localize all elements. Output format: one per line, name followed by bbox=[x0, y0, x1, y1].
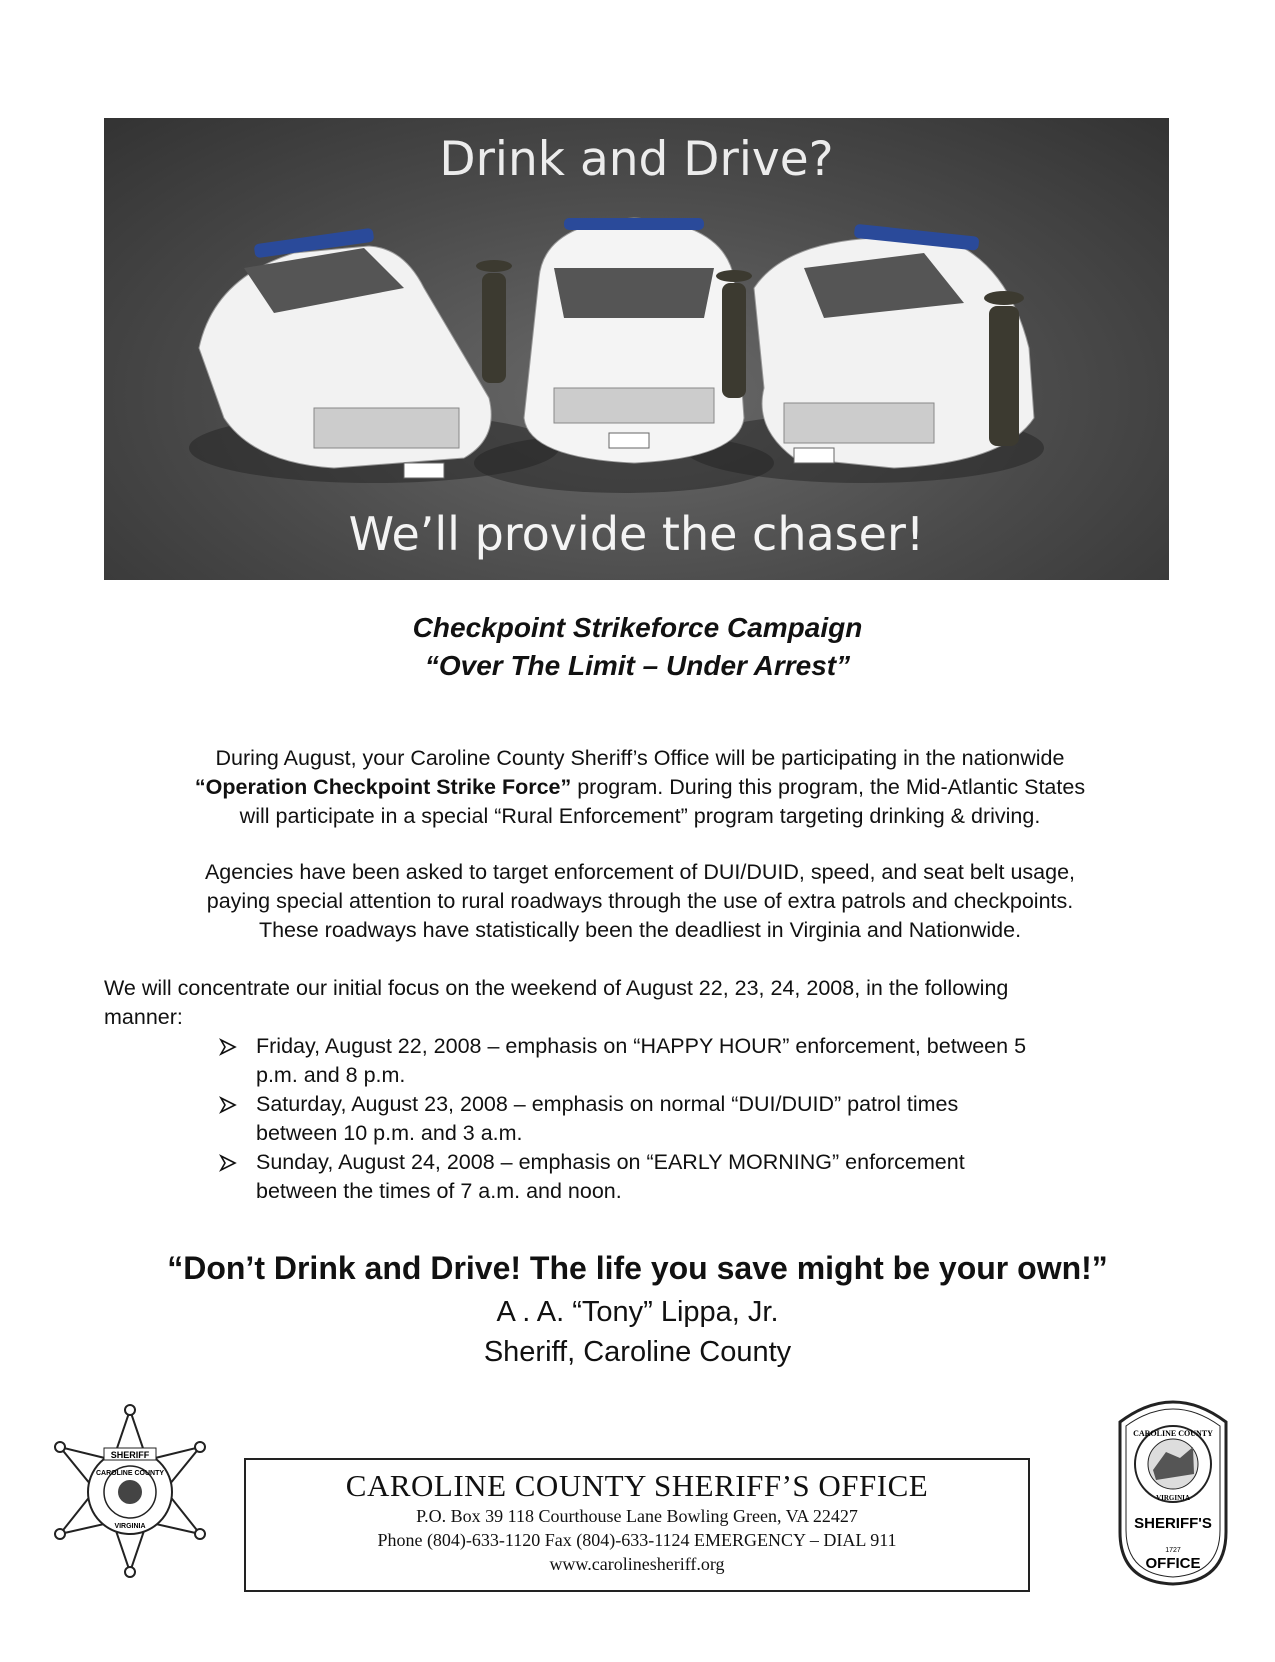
schedule-text: Friday, August 22, 2008 – emphasis on “HAPPY HOUR” enforcement, between 5 bbox=[256, 1034, 1027, 1058]
badge-text: VIRGINIA bbox=[114, 1523, 146, 1530]
hero-headline: Drink and Drive? bbox=[439, 132, 834, 187]
paragraph-line bbox=[110, 773, 1170, 802]
badge-text: OFFICE bbox=[1145, 1555, 1201, 1572]
paragraph-text: program. During this program, the Mid-Atlantic States bbox=[571, 775, 1086, 799]
schedule-text: between the times of 7 a.m. and noon. bbox=[256, 1179, 622, 1203]
schedule-text: p.m. and 8 p.m. bbox=[256, 1063, 406, 1087]
paragraph-line: These roadways have statistically been the deadliest in Virginia and Nationwide. bbox=[258, 918, 1022, 942]
badge-text: 1727 bbox=[1165, 1547, 1181, 1554]
badge-text: VIRGINIA bbox=[1156, 1494, 1190, 1502]
mailing-address: P.O. Box 39 118 Courthouse Lane Bowling Green, VA 22427 bbox=[416, 1506, 858, 1526]
paragraph-line: During August, your Caroline County Sheriff’s Office will be participating in the nationwide bbox=[215, 746, 1065, 770]
sheriff-name: A . A. “Tony” Lippa, Jr. bbox=[496, 1296, 779, 1328]
list-item bbox=[218, 1090, 1168, 1148]
badge-text: CAROLINE COUNTY bbox=[95, 1470, 165, 1477]
badge-text: CAROLINE COUNTY bbox=[1133, 1429, 1213, 1438]
paragraph-line: Agencies have been asked to target enforcement of DUI/DUID, speed, and seat belt usage, bbox=[204, 860, 1076, 884]
hero-photo bbox=[104, 118, 1169, 580]
arrowhead-bullet-icon bbox=[218, 1096, 238, 1114]
paragraph-line: will participate in a special “Rural Enforcement” program targeting drinking & driving. bbox=[239, 804, 1041, 828]
schedule-text: Saturday, August 23, 2008 – emphasis on normal “DUI/DUID” patrol times bbox=[256, 1092, 959, 1116]
patrol-car-middle bbox=[524, 218, 744, 463]
office-name: CAROLINE COUNTY SHERIFF’S OFFICE bbox=[345, 1468, 929, 1503]
campaign-title: Checkpoint Strikeforce Campaign bbox=[412, 612, 863, 643]
intro-line: manner: bbox=[104, 1005, 183, 1029]
campaign-slogan: “Over The Limit – Under Arrest” bbox=[424, 650, 851, 681]
paragraph-line: paying special attention to rural roadways through the use of extra patrols and checkpoints. bbox=[206, 889, 1074, 913]
program-name: “Operation Checkpoint Strike Force” bbox=[194, 775, 572, 799]
website-link[interactable]: www.carolinesheriff.org bbox=[549, 1554, 725, 1574]
sheriffs-office-patch-logo bbox=[1108, 1392, 1238, 1587]
hero-tagline: We’ll provide the chaser! bbox=[348, 507, 925, 561]
list-item bbox=[218, 1032, 1168, 1090]
schedule-text: between 10 p.m. and 3 a.m. bbox=[256, 1121, 523, 1145]
schedule-list bbox=[218, 1032, 1168, 1206]
paragraph-operation bbox=[110, 744, 1170, 831]
closing-quote: “Don’t Drink and Drive! The life you save might be your own!” bbox=[167, 1250, 1108, 1286]
schedule-intro bbox=[104, 974, 1184, 1032]
arrowhead-bullet-icon bbox=[218, 1038, 238, 1056]
sheriff-title: Sheriff, Caroline County bbox=[483, 1336, 792, 1368]
intro-line: We will concentrate our initial focus on the weekend of August 22, 23, 24, 2008, in the following bbox=[104, 976, 1009, 1000]
phone-numbers: Phone (804)-633-1120 Fax (804)-633-1124 EMERGENCY – DIAL 911 bbox=[377, 1530, 897, 1550]
arrowhead-bullet-icon bbox=[218, 1154, 238, 1172]
badge-text: SHERIFF bbox=[110, 1450, 150, 1460]
schedule-text: Sunday, August 24, 2008 – emphasis on “EARLY MORNING” enforcement bbox=[256, 1150, 965, 1174]
paragraph-agencies bbox=[110, 858, 1170, 945]
sheriff-star-badge-logo bbox=[40, 1402, 220, 1582]
office-address-box bbox=[244, 1458, 1030, 1592]
list-item bbox=[218, 1148, 1168, 1206]
badge-text: SHERIFF'S bbox=[1134, 1515, 1212, 1532]
